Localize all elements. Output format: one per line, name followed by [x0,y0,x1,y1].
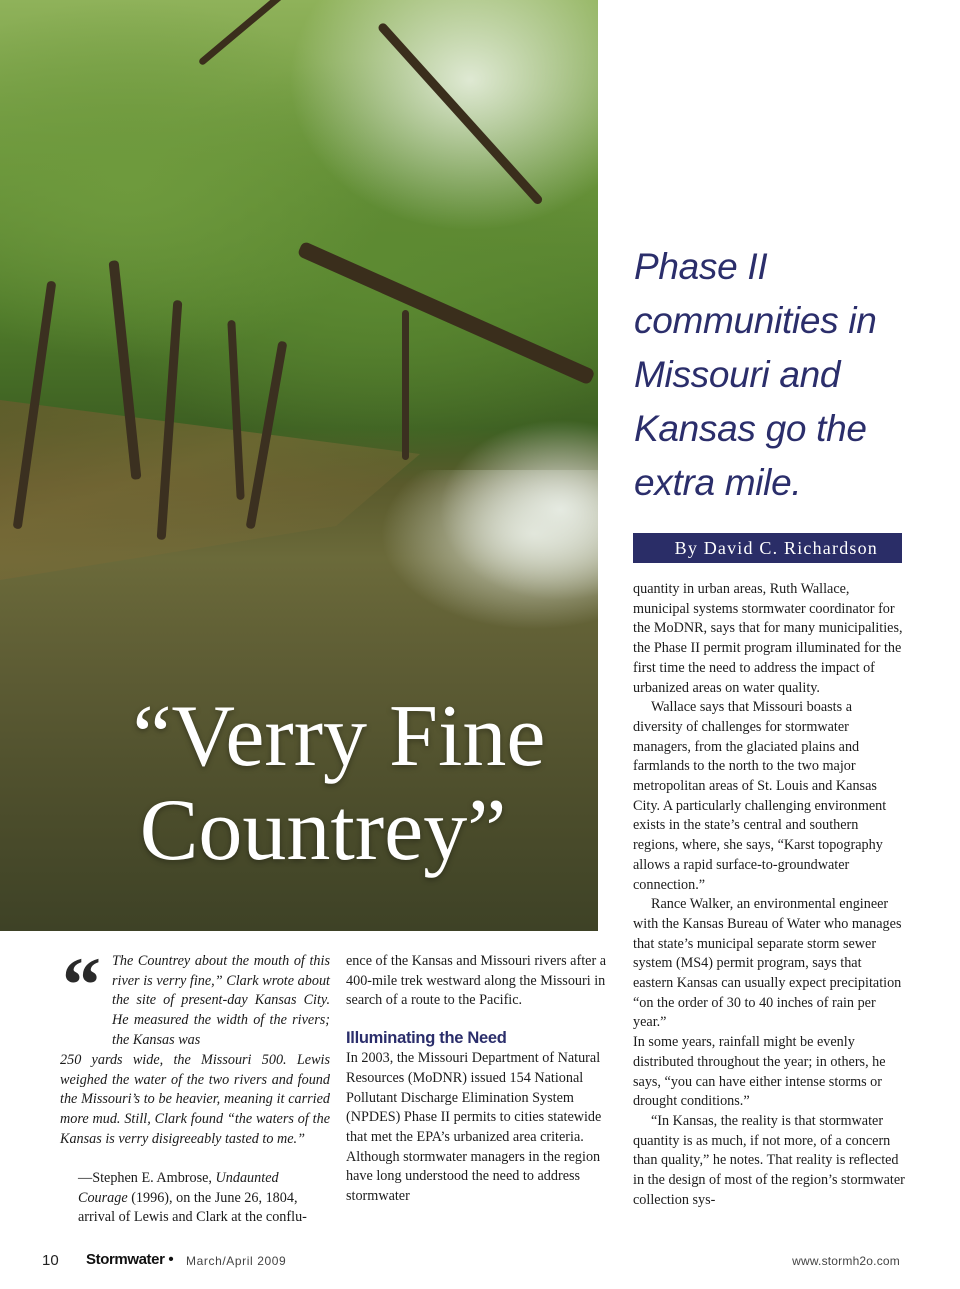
epigraph-quote-rest: 250 yards wide, the Missouri 500. Lewis weighed the water of the two rivers and found the Missouri’s to be heavier, meaning it carried more mud. Still, Clark found “the waters of the Kansas is verry disigreeably tasted to me.” [60,1052,330,1147]
magazine-name [86,1251,173,1268]
tree-branch [377,21,544,205]
headline-line-2: Countrey” [139,782,507,879]
epigraph-attribution [60,1169,330,1228]
paragraph: “In Kansas, the reality is that stormwater quantity is as much, if not more, of a concern than quality,” he notes. That reality is reflected in the design of most of the region’s stormwater collection sys- [633,1112,905,1208]
page-number: 10 [42,1252,59,1269]
quote-mark-icon: “ [62,941,101,1028]
body-column-middle [346,952,608,1207]
headline-line-1: “Verry Fine [132,688,546,785]
deck-line: Missouri and [634,354,841,395]
epigraph-quote-start: The Countrey about the mouth of this river is verry fine,” Clark wrote about the site of present-day Kansas City. He measured the width of the rivers; the Kansas was [112,953,330,1048]
tree-trunk [402,310,409,460]
paragraph: Wallace says that Missouri boasts a diversity of challenges for stormwater managers, from the glaciated plains and farmlands to the north to the two major metropolitan areas of St. Louis and Kansas City. A particularly challenging environment exists in the state’s central and southern regions, where, she says, “Karst topography allows a rapid surface-to-groundwater connection.” [633,699,887,893]
tree-branch [198,0,325,66]
water-reflection [380,470,598,630]
deck-line: Phase II [634,246,768,287]
tree-branch [297,241,596,386]
cover-photo [0,0,598,931]
footer-bullet: • [168,1251,174,1268]
section-subhead: Illuminating the Need [346,1029,507,1048]
deck-line: Kansas go the [634,408,867,449]
page-footer [0,1252,960,1276]
paragraph: ence of the Kansas and Missouri rivers after a 400-mile trek westward along the Missouri in search of a route to the Pacific. [346,953,607,1009]
byline: By David C. Richardson [633,533,902,563]
attribution-author: —Stephen E. Ambrose, [78,1170,216,1186]
deck-line: extra mile. [634,462,802,503]
article-deck [634,240,934,510]
article-headline [0,690,598,878]
paragraph: Rance Walker, an environmental engineer with the Kansas Bureau of Water who manages that state’s municipal separate storm sewer system (MS4) permit program, says that eastern Kansas can usually expect precipitation “on the order of 30 to 40 inches of rain per year.” [633,896,902,1031]
attribution-detail: (1996), on the June 26, 1804, arrival of Lewis and Clark at the conflu- [78,1189,307,1226]
website-url: www.stormh2o.com [792,1254,900,1268]
paragraph: In some years, rainfall might be evenly distributed throughout the year; in others, he says, “you can have either intense storms or drought conditions.” [633,1034,886,1110]
deck-line: communities in [634,300,877,341]
attribution-book-title: Undaunted Courage [78,1170,279,1206]
body-column-right [633,580,905,1211]
magazine-title: Stormwater [86,1251,165,1268]
issue-date: March/April 2009 [186,1254,287,1268]
paragraph: quantity in urban areas, Ruth Wallace, municipal systems stormwater coordinator for the MoDNR, says that for many municipalities, the Phase II permit program illuminated for the first time the need to address the impact of urbanized areas on water quality. [633,581,903,696]
paragraph: In 2003, the Missouri Department of Natural Resources (MoDNR) issued 154 National Pollutant Discharge Elimination System (NPDES) Phase II permits to cities statewide that met the EPA’s urbanized area criteria. Although stormwater managers in the region have long understood the need to address stormwater [346,1050,602,1205]
river-bank [0,400,420,580]
